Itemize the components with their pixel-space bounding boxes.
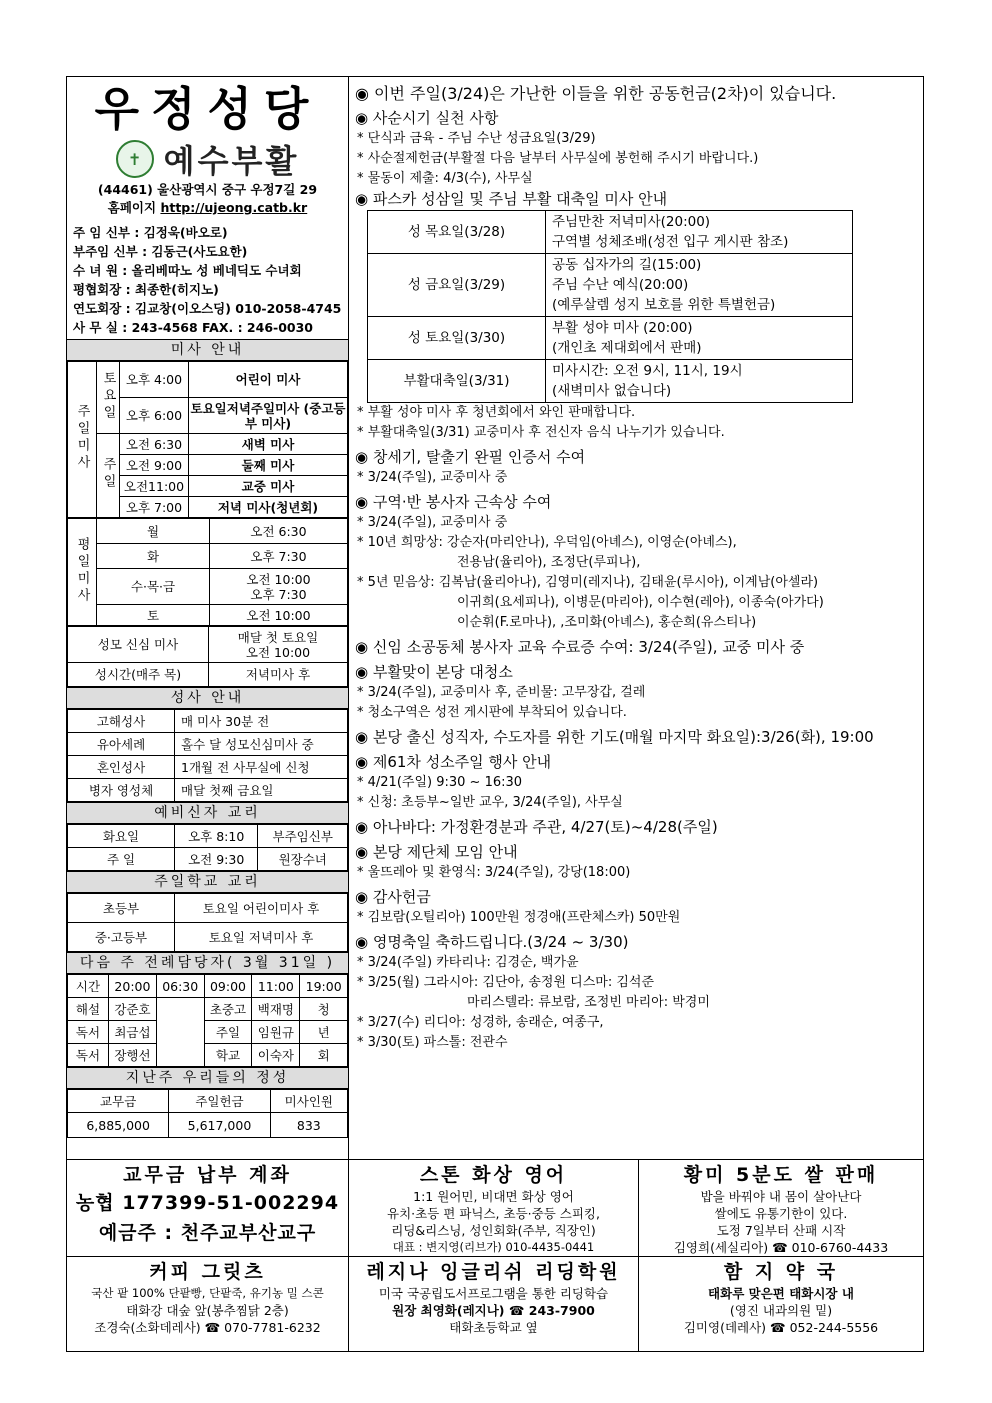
notice-heading: ◉ 구역·반 봉사자 근속상 수여 xyxy=(355,493,552,511)
class-teacher: 부주임신부 xyxy=(258,825,348,848)
sacrament-desc: 매달 첫째 금요일 xyxy=(175,779,348,802)
offering-header: 미사인원 xyxy=(270,1090,347,1113)
mass-time: 오전11:00 xyxy=(120,476,189,497)
ad-title: 커피 그릿츠 xyxy=(149,1261,266,1283)
school-grade: 초등부 xyxy=(68,894,175,923)
duty-heading: 다음 주 전례담당자( 3월 31일 ) xyxy=(67,952,348,974)
sunday-mass-label: 주일미사 xyxy=(68,362,97,518)
pascha-day: 성 금요일(3/29) xyxy=(368,254,546,317)
sacrament-desc: 홀수 달 성모신심미사 중 xyxy=(175,733,348,756)
catechumen-table xyxy=(67,824,348,871)
notice-bullet: * 청소구역은 성전 게시판에 부착되어 있습니다. xyxy=(357,705,627,720)
sunday-label: 주일 xyxy=(97,434,120,518)
school-time: 토요일 저녁미사 후 xyxy=(175,923,348,952)
class-teacher: 원장수녀 xyxy=(258,848,348,871)
ad-line: 원장 최영화(레지나) ☎ 243-7900 xyxy=(392,1303,595,1318)
ad-line: 김미영(데레사) ☎ 052-244-5556 xyxy=(683,1320,879,1335)
duty-time: 11:00 xyxy=(252,975,300,998)
notice-heading: ◉ 아나바다: 가정환경분과 주관, 4/27(토)~4/28(주일) xyxy=(355,818,718,836)
notice-bullet: * 3/30(토) 파스톨: 전관수 xyxy=(357,1035,508,1050)
weekday-mass-label: 평일미사 xyxy=(68,519,97,626)
notice-bullet: * 5년 믿음상: 김복남(율리아나), 김영미(레지나), 김태윤(루시아), 이계남(아셀라) xyxy=(357,575,819,590)
mass-name: 교중 미사 xyxy=(189,476,348,497)
notice-heading: ◉ 본당 제단체 모임 안내 xyxy=(355,843,518,861)
duty-time: 19:00 xyxy=(300,975,348,998)
theme-text: 예수부활 xyxy=(163,142,300,180)
duty-role: 해설 xyxy=(68,998,109,1021)
ad-account xyxy=(67,1160,349,1256)
theme-row xyxy=(67,137,348,181)
sunday-school-heading: 주일학교 교리 xyxy=(67,871,348,893)
mass-time: 오후 7:00 xyxy=(120,497,189,518)
ad-line: 농협 177399-51-002294 xyxy=(75,1192,340,1214)
parish-emblem-icon: ✝ xyxy=(116,140,154,178)
sacrament-desc: 1개월 전 사무실에 신청 xyxy=(175,756,348,779)
notice-bullet: * 10년 희망상: 강순자(마리안나), 우덕임(아녜스), 이영순(아녜스), xyxy=(357,535,737,550)
offering-table xyxy=(67,1089,348,1138)
right-column xyxy=(349,77,923,1159)
notice-bullet-continued: 마리스텔라: 류보람, 조정빈 마리아: 박경미 xyxy=(467,995,710,1010)
notice-bullet: * 3/24(주일), 교중미사 중 xyxy=(357,470,508,485)
notice-bullet: * 3/24(주일), 교중미사 후, 준비물: 고무장갑, 걸레 xyxy=(357,685,646,700)
sacrament-name: 고해성사 xyxy=(68,710,175,733)
sacrament-heading: 성사 안내 xyxy=(67,687,348,709)
ad-title: 교무금 납부 계좌 xyxy=(123,1164,292,1186)
duty-person: 임원규 xyxy=(252,1021,300,1044)
catechumen-heading: 예비신자 교리 xyxy=(67,802,348,824)
ad-pharmacy xyxy=(639,1256,923,1352)
mary-mass-label: 성모 신심 미사 xyxy=(68,627,209,663)
notice-bullet: * 3/27(수) 리디아: 성경하, 송래순, 여종구, xyxy=(357,1015,604,1030)
weekday: 월 xyxy=(97,519,210,544)
homepage xyxy=(67,199,348,217)
duty-group: 주일 xyxy=(204,1021,252,1044)
offering-value: 5,617,000 xyxy=(169,1113,270,1138)
special-mass-table xyxy=(67,626,348,687)
duty-group: 년 xyxy=(300,1021,348,1044)
saturday-label: 토요일 xyxy=(97,362,120,434)
left-column xyxy=(67,77,349,1159)
duty-role: 독서 xyxy=(68,1044,109,1067)
ad-rice xyxy=(639,1160,923,1256)
sacrament-desc: 매 미사 30분 전 xyxy=(175,710,348,733)
ad-line: 김영희(세실리아) ☎ 010-6760-4433 xyxy=(673,1240,889,1255)
duty-group: 초중고 xyxy=(204,998,252,1021)
mass-table xyxy=(67,361,348,518)
notice-list xyxy=(349,403,923,1053)
mass-time: 오후 4:00 xyxy=(120,362,189,398)
notice-heading: ◉ 영명축일 축하드립니다.(3/24 ~ 3/30) xyxy=(355,933,629,951)
duty-person: 백재명 xyxy=(252,998,300,1021)
ad-title: 함 지 약 국 xyxy=(723,1261,839,1283)
ad-line: 미국 국공립도서프로그램을 통한 리딩학습 xyxy=(378,1286,609,1301)
pascha-detail: 주님만찬 저녁미사(20:00) 구역별 성체조배(성전 입구 게시판 참조) xyxy=(546,211,853,254)
notice-heading: ◉ 본당 출신 성직자, 수도자를 위한 기도(매월 마지막 화요일):3/26(화), 19:00 xyxy=(355,728,874,746)
staff-line: 평협회장 : 최종한(히지노) xyxy=(73,282,219,297)
staff-line: 사 무 실 : 243-4568 FAX. : 246-0030 xyxy=(73,320,313,335)
staff-line: 주 임 신부 : 김정욱(바오로) xyxy=(73,225,228,240)
duty-group: 학교 xyxy=(204,1044,252,1067)
mass-name: 저녁 미사(청년회) xyxy=(189,497,348,518)
ad-line: 쌀에도 유통기한이 있다. xyxy=(714,1206,848,1221)
ad-line: 태화초등학교 옆 xyxy=(449,1320,538,1335)
notice-bullet: * 울뜨레아 및 환영식: 3/24(주일), 강당(18:00) xyxy=(357,865,631,880)
pascha-day: 부활대축일(3/31) xyxy=(368,360,546,403)
duty-time: 20:00 xyxy=(109,975,157,998)
ad-line: 조경숙(소화데레사) ☎ 070-7781-6232 xyxy=(94,1320,321,1335)
notice-bullet-continued: 전용남(율리아), 조정단(루피나), xyxy=(457,555,641,570)
ad-line: 국산 팥 100% 단팥빵, 단팥죽, 유기농 밀 스콘 xyxy=(91,1286,324,1300)
school-time: 토요일 어린이미사 후 xyxy=(175,894,348,923)
parish-name: 우정성당 xyxy=(94,82,321,136)
duty-group: 회 xyxy=(300,1044,348,1067)
mass-name: 토요일저녁주일미사 (중고등부 미사) xyxy=(189,398,348,434)
pascha-day: 성 목요일(3/28) xyxy=(368,211,546,254)
weekday: 수·목·금 xyxy=(97,569,210,605)
mass-heading: 미사 안내 xyxy=(67,339,348,361)
sacrament-table xyxy=(67,709,348,802)
staff-list xyxy=(67,223,348,337)
mass-name: 어린이 미사 xyxy=(189,362,348,398)
notice-bullet-continued: 이귀희(요세피나), 이병문(마리아), 이수현(레아), 이종숙(아가다) xyxy=(457,595,824,610)
adoration-time: 저녁미사 후 xyxy=(209,663,348,687)
mass-time: 오후 6:00 xyxy=(120,398,189,434)
notice-bullet: * 4/21(주일) 9:30 ~ 16:30 xyxy=(357,775,523,790)
duty-person: 강준호 xyxy=(109,998,157,1021)
notice-bullet-continued: 이순휘(F.로마나), ,조미화(아녜스), 홍순희(유스티나) xyxy=(457,615,757,630)
duty-blank xyxy=(156,998,204,1067)
pascha-table xyxy=(367,210,853,403)
duty-group: 청 xyxy=(300,998,348,1021)
weekday-time: 오전 6:30 xyxy=(210,519,348,544)
ad-title: 황미 5분도 쌀 판매 xyxy=(683,1164,879,1186)
duty-person: 장행선 xyxy=(109,1044,157,1067)
notice-bullet: * 신청: 초등부~일반 교우, 3/24(주일), 사무실 xyxy=(357,795,623,810)
notice-heading: ◉ 제61차 성소주일 행사 안내 xyxy=(355,753,552,771)
notice-bullet: * 물동이 제출: 4/3(수), 사무실 xyxy=(357,171,533,186)
ad-line: 밥을 바꿔야 내 몸이 살아난다 xyxy=(700,1189,862,1204)
ad-title: 레지나 잉글리쉬 리딩학원 xyxy=(366,1261,621,1283)
pascha-detail: 공동 십자가의 길(15:00) 주님 수난 예식(20:00) (예루살렘 성지 보호를 위한 특별헌금) xyxy=(546,254,853,317)
class-time: 오전 9:30 xyxy=(175,848,258,871)
sacrament-name: 혼인성사 xyxy=(68,756,175,779)
staff-line: 부주임 신부 : 김동근(사도요한) xyxy=(73,244,248,259)
notice-bullet: * 부활대축일(3/31) 교중미사 후 전신자 음식 나누기가 있습니다. xyxy=(357,425,725,440)
ad-line: (영진 내과의원 밑) xyxy=(729,1303,833,1318)
ad-line: 태화강 대숲 앞(봉추찜닭 2층) xyxy=(126,1303,289,1318)
mass-time: 오전 6:30 xyxy=(120,434,189,455)
staff-line: 연도회장 : 김교창(이오스딩) 010-2058-4745 xyxy=(73,301,342,316)
pascha-day: 성 토요일(3/30) xyxy=(368,317,546,360)
pascha-detail: 부활 성야 미사 (20:00) (개인초 제대회에서 판매) xyxy=(546,317,853,360)
offering-header: 교무금 xyxy=(68,1090,169,1113)
address: (44461) 울산광역시 중구 우정7길 29 xyxy=(97,182,318,197)
class-day: 화요일 xyxy=(68,825,175,848)
duty-table xyxy=(67,974,348,1067)
ad-line: 1:1 원어민, 비대면 화상 영어 xyxy=(413,1189,574,1204)
ad-coffee xyxy=(67,1256,349,1352)
notice-heading: ◉ 감사헌금 xyxy=(355,888,431,906)
adoration-label: 성시간(매주 목) xyxy=(68,663,209,687)
notice-heading: ◉ 창세기, 탈출기 완필 인증서 수여 xyxy=(355,448,586,466)
notice-heading: ◉ 부활맞이 본당 대청소 xyxy=(355,663,513,681)
sacrament-name: 유아세례 xyxy=(68,733,175,756)
offering-value: 6,885,000 xyxy=(68,1113,169,1138)
class-day: 주 일 xyxy=(68,848,175,871)
sacrament-name: 병자 영성체 xyxy=(68,779,175,802)
ad-line: 리딩&리스닝, 성인회화(주부, 직장인) xyxy=(391,1223,596,1238)
duty-person: 이숙자 xyxy=(252,1044,300,1067)
staff-line: 수 녀 원 : 올리베따노 성 베네딕도 수녀회 xyxy=(73,263,302,278)
sunday-school-table xyxy=(67,893,348,952)
homepage-label: 홈페이지 xyxy=(107,200,157,215)
duty-time: 09:00 xyxy=(204,975,252,998)
notice-bullet: * 3/24(주일) 카타리나: 김경순, 백가윤 xyxy=(357,955,579,970)
ad-academy xyxy=(349,1256,639,1352)
ad-line: 대표 : 변지영(리브가) 010-4435-0441 xyxy=(392,1240,595,1254)
notice-heading: ◉ 파스카 성삼일 및 주님 부활 대축일 미사 안내 xyxy=(355,190,668,208)
offering-value: 833 xyxy=(270,1113,347,1138)
offering-heading: 지난주 우리들의 정성 xyxy=(67,1067,348,1089)
mass-name: 둘째 미사 xyxy=(189,455,348,476)
notice-bullet: * 3/25(월) 그라시아: 김단아, 송정원 디스마: 김석준 xyxy=(357,975,655,990)
weekday: 화 xyxy=(97,544,210,569)
ad-line: 도정 7일부터 산패 시작 xyxy=(716,1223,846,1238)
ad-line: 태화루 맞은편 태화시장 내 xyxy=(708,1286,854,1301)
ad-line: 유치·초등 편 파닉스, 초등·중등 스피킹, xyxy=(387,1206,600,1221)
class-time: 오후 8:10 xyxy=(175,825,258,848)
school-grade: 중·고등부 xyxy=(68,923,175,952)
homepage-link[interactable]: http://ujeong.catb.kr xyxy=(160,200,308,215)
ad-english xyxy=(349,1160,639,1256)
notice-heading: ◉ 이번 주일(3/24)은 가난한 이들을 위한 공동헌금(2차)이 있습니다. xyxy=(355,84,837,103)
ad-line: 예금주 : 천주교부산교구 xyxy=(98,1222,317,1244)
ads-section xyxy=(67,1159,923,1352)
ad-title: 스톤 화상 영어 xyxy=(419,1164,568,1186)
duty-role: 독서 xyxy=(68,1021,109,1044)
notice-bullet: * 단식과 금육 - 주님 수난 성금요일(3/29) xyxy=(357,131,596,146)
notice-bullet: * 김보람(오틸리아) 100만원 정경애(프란체스카) 50만원 xyxy=(357,910,681,925)
notice-heading: ◉ 신임 소공동체 봉사자 교육 수료증 수여: 3/24(주일), 교중 미사 중 xyxy=(355,638,805,656)
weekday-time: 오전 10:00 오후 7:30 xyxy=(210,569,348,605)
notice-bullet: * 3/24(주일), 교중미사 중 xyxy=(357,515,508,530)
mass-name: 새벽 미사 xyxy=(189,434,348,455)
notice-heading: ◉ 사순시기 실천 사항 xyxy=(355,109,499,127)
offering-header: 주일헌금 xyxy=(169,1090,270,1113)
bulletin-frame xyxy=(66,76,924,1352)
notice-bullet: * 부활 성야 미사 후 청년회에서 와인 판매합니다. xyxy=(357,405,636,420)
weekday-mass-table xyxy=(67,518,348,626)
weekday-time: 오후 7:30 xyxy=(210,544,348,569)
duty-time: 06:30 xyxy=(156,975,204,998)
duty-person: 최금섭 xyxy=(109,1021,157,1044)
duty-time-label: 시간 xyxy=(68,975,109,998)
weekday: 토 xyxy=(97,605,210,626)
pascha-detail: 미사시간: 오전 9시, 11시, 19시 (새벽미사 없습니다) xyxy=(546,360,853,403)
mary-mass-time: 매달 첫 토요일 오전 10:00 xyxy=(209,627,348,663)
weekday-time: 오전 10:00 xyxy=(210,605,348,626)
mass-time: 오전 9:00 xyxy=(120,455,189,476)
notice-bullet: * 사순절제헌금(부활절 다음 날부터 사무실에 봉헌해 주시기 바랍니다.) xyxy=(357,151,759,166)
